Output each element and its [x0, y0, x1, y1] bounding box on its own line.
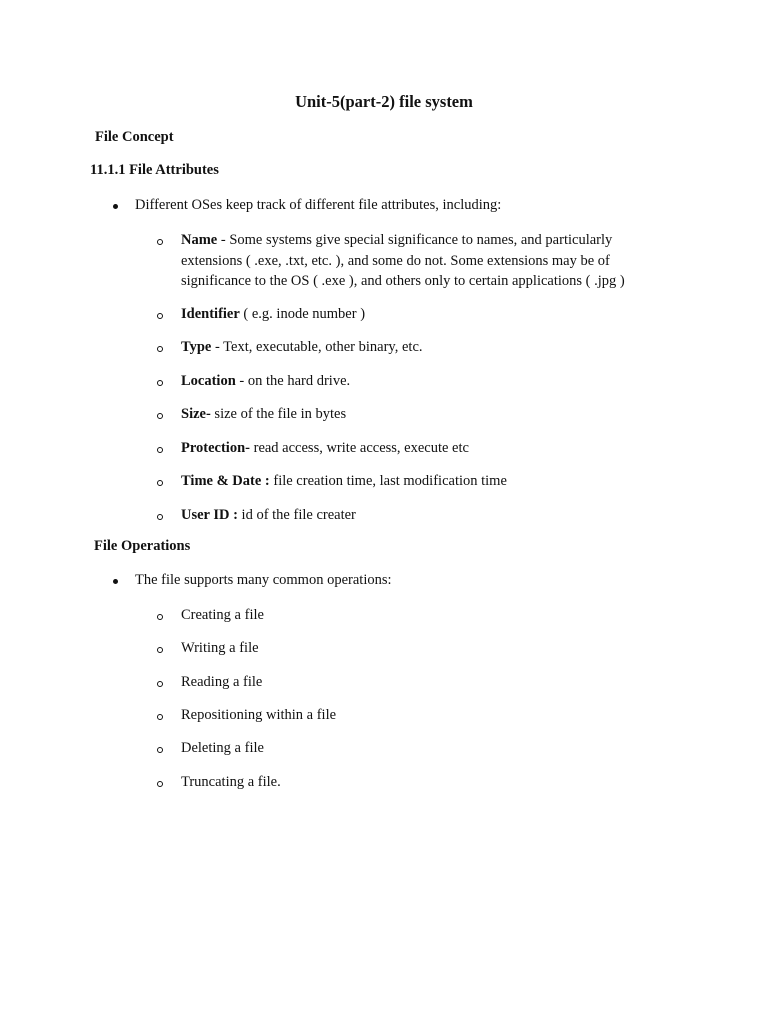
attribute-term: Location	[181, 373, 236, 389]
circle-bullet-icon	[157, 681, 163, 687]
attribute-term: Name	[181, 232, 218, 248]
operation-text: Reading a file	[181, 674, 263, 690]
operation-text: Truncating a file.	[181, 774, 281, 790]
bullet-icon	[113, 579, 118, 584]
heading-file-operations: File Operations	[94, 538, 191, 554]
circle-bullet-icon	[157, 647, 163, 653]
circle-bullet-icon	[157, 346, 163, 352]
attribute-term: User ID :	[181, 507, 238, 523]
attribute-term: Identifier	[181, 306, 240, 322]
operation-text: Writing a file	[181, 640, 259, 656]
operation-text: Deleting a file	[181, 740, 264, 756]
bullet-text: Different OSes keep track of different file attributes, including:	[135, 197, 502, 213]
circle-bullet-icon	[157, 239, 163, 245]
circle-bullet-icon	[157, 313, 163, 319]
circle-bullet-icon	[157, 447, 163, 453]
attribute-desc: - Text, executable, other binary, etc.	[211, 339, 423, 355]
circle-bullet-icon	[157, 714, 163, 720]
attribute-term: Protection-	[181, 440, 250, 456]
operation-text: Repositioning within a file	[181, 707, 337, 723]
attribute-desc: file creation time, last modification time	[269, 473, 507, 489]
heading-file-concept: File Concept	[95, 129, 174, 145]
circle-bullet-icon	[157, 413, 163, 419]
page-title: Unit-5(part-2) file system	[295, 92, 473, 111]
attribute-term: Time & Date :	[181, 473, 270, 489]
attribute-desc: ( e.g. inode number )	[239, 306, 366, 322]
circle-bullet-icon	[157, 747, 163, 753]
attribute-term: Size-	[181, 406, 211, 422]
operation-text: Creating a file	[181, 607, 264, 623]
heading-file-attributes: 11.1.1 File Attributes	[90, 162, 219, 178]
attribute-desc: size of the file in bytes	[210, 406, 347, 422]
attribute-term: Type	[181, 339, 212, 355]
circle-bullet-icon	[157, 781, 163, 787]
circle-bullet-icon	[157, 514, 163, 520]
circle-bullet-icon	[157, 380, 163, 386]
attribute-desc: id of the file creater	[237, 507, 356, 523]
bullet-icon	[113, 204, 118, 209]
attribute-desc: - Some systems give special significance to names, and particularly extensions ( .exe, .txt, etc. ), and some do not. Some extensions may be of significance to the OS ( .exe ), and others only to certain applications ( .jpg )	[181, 232, 625, 289]
attribute-desc: read access, write access, execute etc	[249, 440, 469, 456]
circle-bullet-icon	[157, 614, 163, 620]
circle-bullet-icon	[157, 480, 163, 486]
attribute-desc: - on the hard drive.	[235, 373, 351, 389]
bullet-text: The file supports many common operations:	[135, 572, 392, 588]
